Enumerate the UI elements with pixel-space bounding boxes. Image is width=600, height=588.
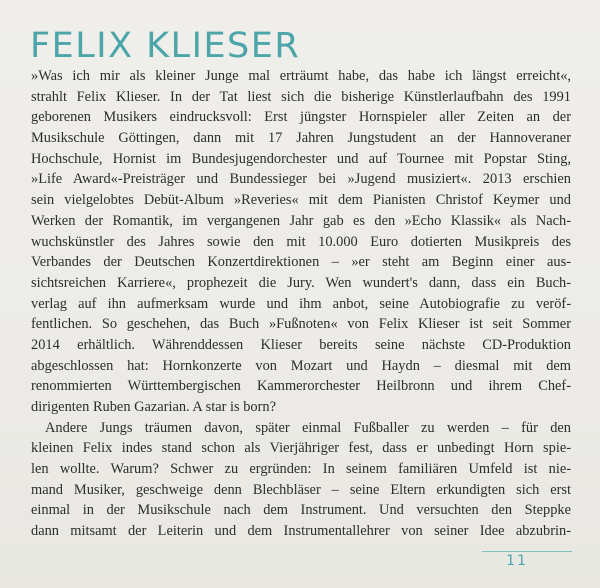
text-line: sichtsreichen Karriere«, prophezeit die Jury. Wen wundert's dann, dass ein Buch-: [31, 274, 571, 291]
text-line-paragraph-start: Andere Jungs träumen davon, später einmal Fußballer zu werden – für den: [45, 419, 571, 436]
text-line: Verbandes der Deutschen Konzertdirektionen – »er steht am Beginn einer aus-: [31, 254, 571, 271]
text-line: »Life Award«-Preisträger und Bundessieger bei »Jugend musiziert«. 2013 erschien: [31, 171, 571, 188]
article-body: [31, 66, 571, 542]
footer-rule: [482, 551, 572, 552]
text-line: sein vielgelobtes Debüt-Album »Reveries« mit dem Pianisten Christof Keymer und: [31, 192, 571, 209]
text-line: strahlt Felix Klieser. In der Tat liest sich die bisherige Künstlerlaufbahn des 1991: [31, 88, 571, 105]
text-line: geborenen Musikers eindrucksvoll: Erst jüngster Hornspieler aller Zeiten an der: [31, 109, 571, 126]
text-line-paragraph-end: dirigenten Ruben Gazarian. A star is born?: [31, 399, 276, 415]
text-line: len wollte. Warum? Schwer zu ergründen: In seinem familiären Umfeld ist nie-: [31, 461, 571, 478]
text-line: wuchskünstler des Jahres sowie den mit 10.000 Euro dotierten Musikpreis des: [31, 233, 571, 250]
text-line: abgeschlossen hat: Hornkonzerte von Mozart und Haydn – diesmal mit dem: [31, 357, 571, 374]
text-line: verlag auf ihn aufmerksam wurde und ihm anbot, seine Autobiografie zu veröf-: [31, 295, 571, 312]
text-line: »Was ich mir als kleiner Junge mal erträumt habe, das habe ich längst erreicht«,: [31, 68, 571, 84]
text-line: fentlichen. So geschehen, das Buch »Fußnoten« von Felix Klieser ist seit Sommer: [31, 316, 571, 333]
text-line: dann mitsamt der Leiterin und dem Instrumentallehrer von seiner Idee abzubrin-: [31, 523, 571, 540]
page-footer: [482, 551, 572, 577]
text-line: einmal in der Musikschule nach dem Instrument. Und versuchten den Steppke: [31, 502, 571, 519]
text-line: 2014 erhältlich. Währenddessen Klieser bereits seine nächste CD-Produktion: [31, 336, 571, 353]
text-line: Musikschule Göttingen, dann mit 17 Jahren Jungstudent an der Hannoveraner: [31, 130, 571, 147]
text-line: Hochschule, Hornist im Bundesjugendorchester und auf Tournee mit Popstar Sting,: [31, 150, 571, 167]
text-line: renommierten Württembergischen Kammerorchester Heilbronn und ihrem Chef-: [31, 378, 571, 395]
page-title: FELIX KLIESER: [30, 26, 301, 66]
page-number: 11: [506, 553, 528, 569]
text-line: kleinen Felix indes stand schon als Vierjähriger fest, dass er unbedingt Horn spie-: [31, 440, 571, 457]
text-line: mand Musiker, geschweige denn Blechbläser – seine Eltern erkundigten sich erst: [31, 481, 571, 498]
text-line: Werken der Romantik, im vergangenen Jahr gab es den »Echo Klassik« als Nach-: [31, 212, 571, 229]
